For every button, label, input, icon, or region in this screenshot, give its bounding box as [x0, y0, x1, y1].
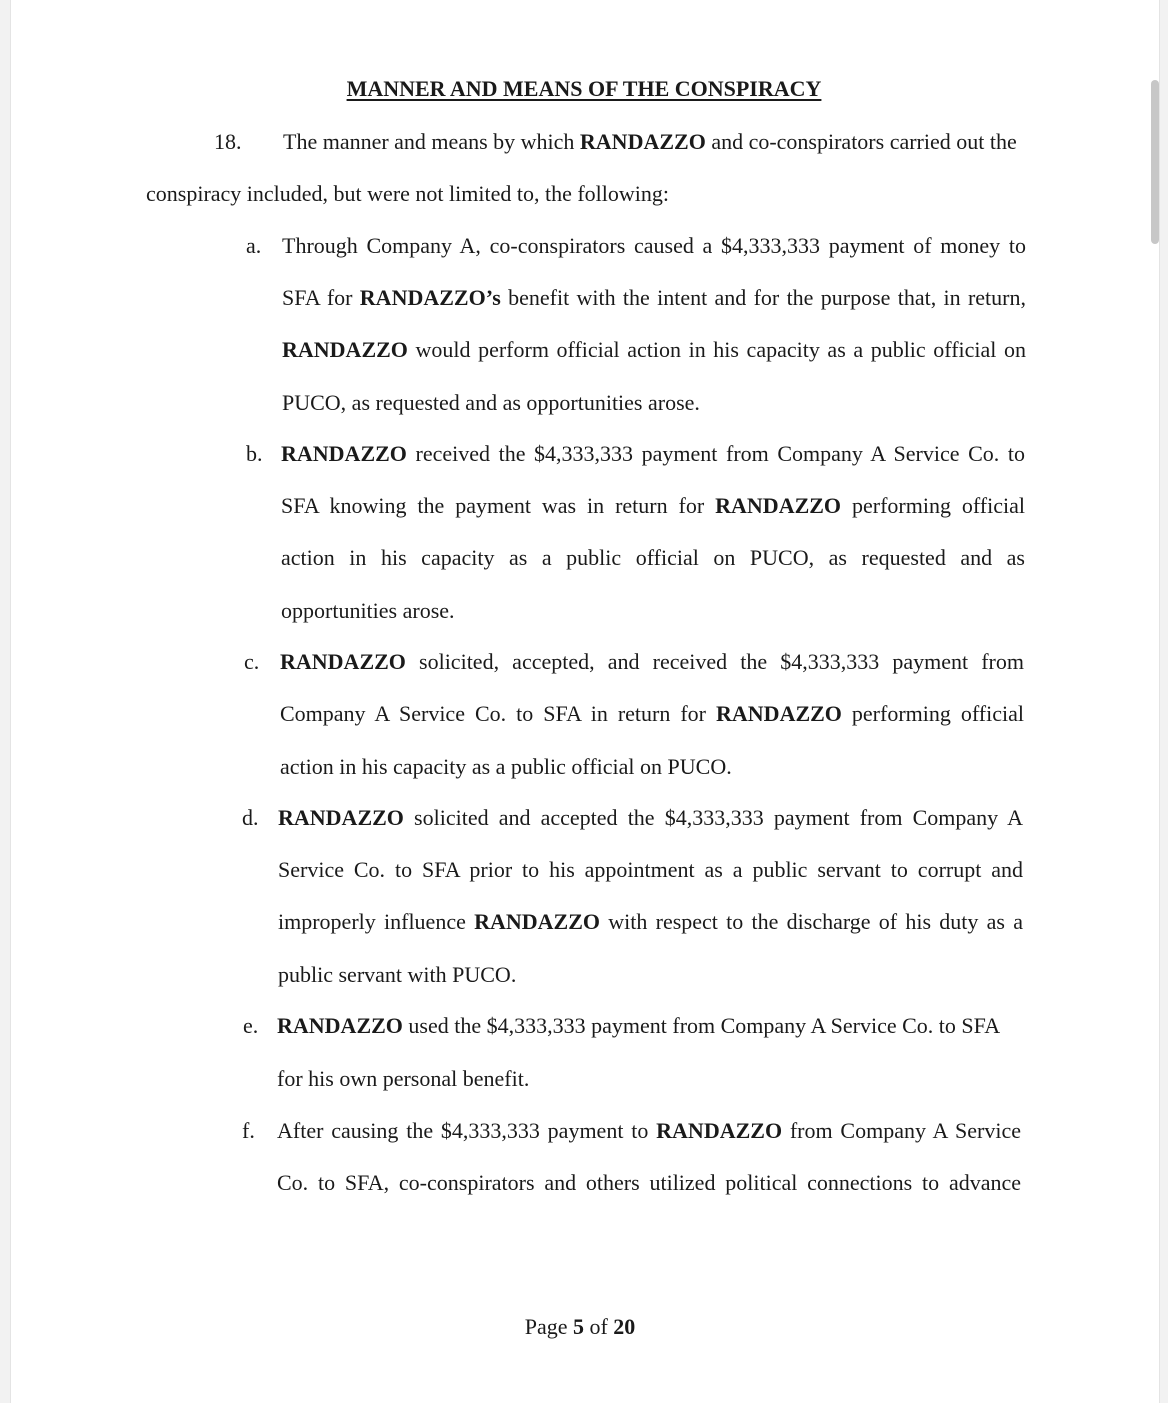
list-item-line: RANDAZZO solicited and accepted the $4,333,333 payment from Company A: [278, 805, 1023, 830]
list-item-line: Co. to SFA, co-conspirators and others utilized political connections to advance: [277, 1170, 1021, 1195]
list-marker: b.: [246, 441, 263, 466]
list-item-line: public servant with PUCO.: [278, 962, 517, 987]
list-item-line: improperly influence RANDAZZO with respect to the discharge of his duty as a: [278, 909, 1023, 934]
list-marker: d.: [242, 805, 259, 830]
list-marker: e.: [243, 1013, 259, 1038]
list-item-line: for his own personal benefit.: [277, 1066, 530, 1091]
scrollbar-thumb[interactable]: [1151, 80, 1159, 244]
list-item-line: opportunities arose.: [281, 598, 455, 623]
list-item-line: Through Company A, co-conspirators caused a $4,333,333 payment of money to: [282, 233, 1026, 258]
list-marker: f.: [242, 1118, 255, 1143]
list-item-line: RANDAZZO solicited, accepted, and received the $4,333,333 payment from: [280, 649, 1024, 674]
list-item-line: PUCO, as requested and as opportunities arose.: [282, 390, 700, 415]
list-item-line: Company A Service Co. to SFA in return for RANDAZZO performing official: [280, 701, 1024, 726]
paragraph-line: The manner and means by which RANDAZZO and co-conspirators carried out the: [283, 129, 1017, 154]
list-item-line: action in his capacity as a public official on PUCO, as requested and as: [281, 545, 1025, 570]
list-item-line: RANDAZZO received the $4,333,333 payment from Company A Service Co. to: [281, 441, 1025, 466]
list-item-line: SFA for RANDAZZO’s benefit with the intent and for the purpose that, in return,: [282, 285, 1026, 310]
paragraph-number: 18.: [214, 129, 242, 154]
paragraph-line: conspiracy included, but were not limited to, the following:: [146, 181, 669, 206]
list-item-line: RANDAZZO used the $4,333,333 payment from Company A Service Co. to SFA: [277, 1013, 1001, 1038]
list-marker: a.: [246, 233, 262, 258]
list-item-line: After causing the $4,333,333 payment to RANDAZZO from Company A Service: [277, 1118, 1021, 1143]
page-number: Page 5 of 20: [524, 1314, 636, 1339]
list-marker: c.: [244, 649, 260, 674]
list-item-line: Service Co. to SFA prior to his appointment as a public servant to corrupt and: [278, 857, 1023, 882]
section-heading: MANNER AND MEANS OF THE CONSPIRACY: [346, 76, 822, 101]
list-item-line: action in his capacity as a public official on PUCO.: [280, 754, 732, 779]
list-item-line: RANDAZZO would perform official action in his capacity as a public official on: [282, 337, 1026, 362]
list-item-line: SFA knowing the payment was in return for RANDAZZO performing official: [281, 493, 1026, 518]
